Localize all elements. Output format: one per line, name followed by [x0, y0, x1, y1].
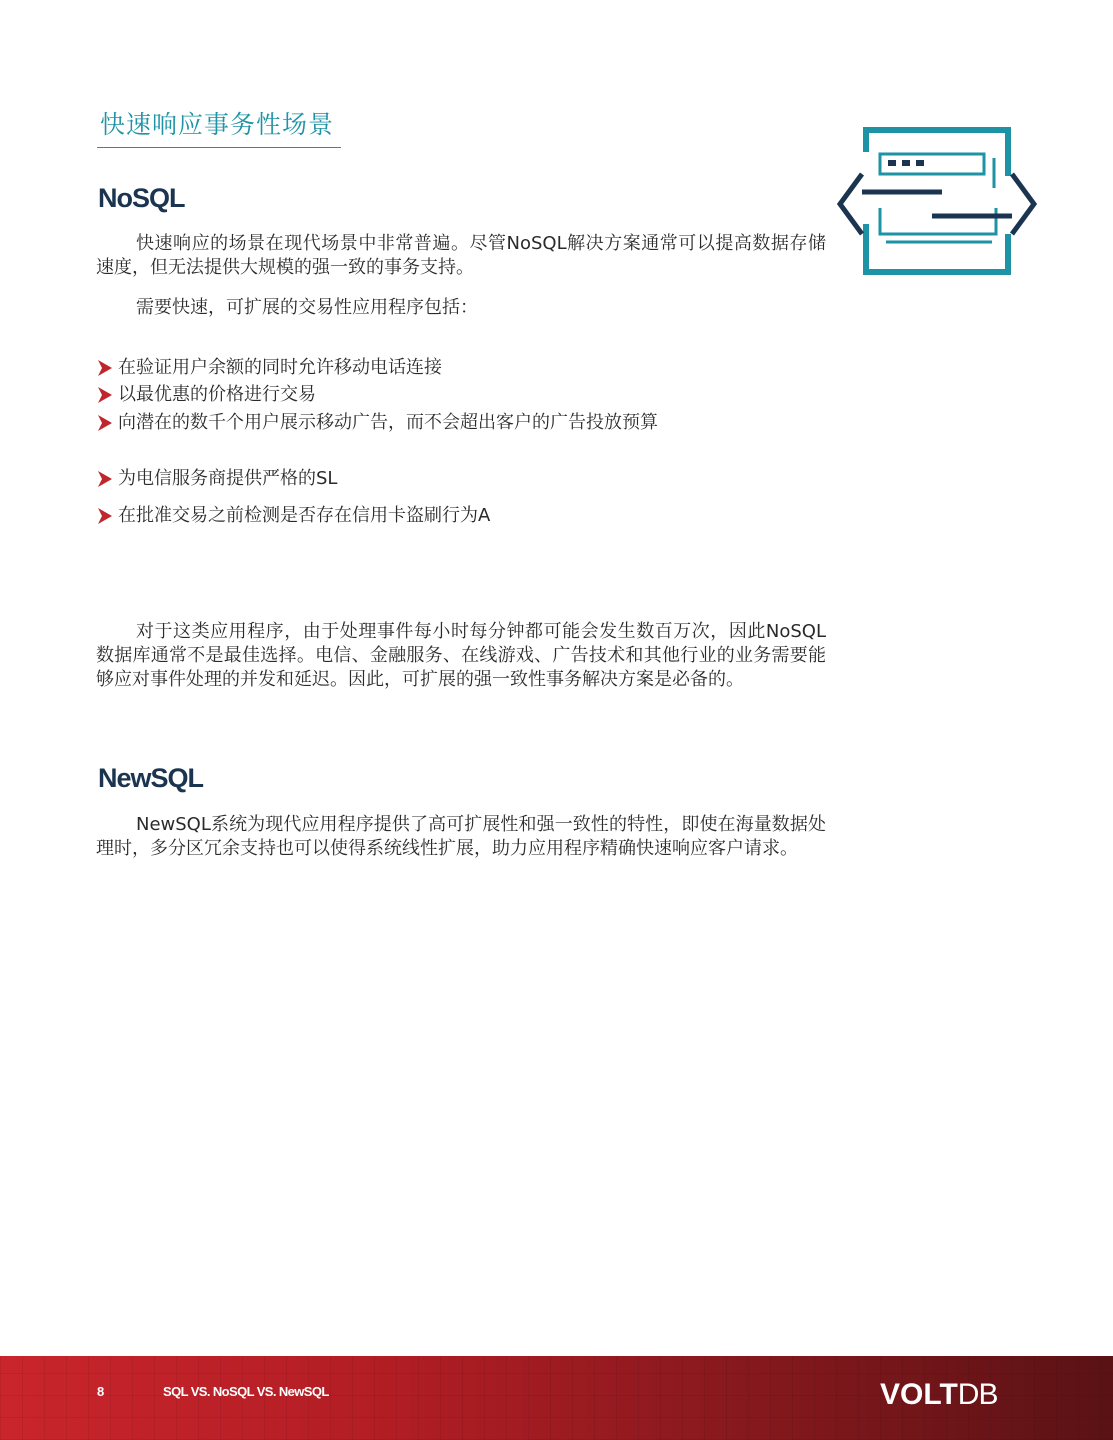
nosql-intro-paragraph: 快速响应的场景在现代场景中非常普遍。尽管NoSQL解决方案通常可以提高数据存储速度，但无法提供大规模的强一致的事务支持。: [96, 233, 826, 278]
list-item-text: 为电信服务商提供严格的SL: [118, 468, 338, 489]
footer-doc-title: SQL VS. NoSQL VS. NewSQL: [163, 1384, 329, 1399]
section-title-underline: [97, 147, 341, 148]
chevron-right-icon: [96, 469, 114, 489]
newsql-heading: NewSQL: [98, 763, 204, 793]
list-item: [96, 411, 658, 435]
logo-db-text: DB: [957, 1378, 998, 1411]
voltdb-logo: [880, 1378, 997, 1412]
chevron-right-icon: [96, 506, 114, 526]
list-item: [96, 504, 490, 528]
page-number: 8: [97, 1384, 105, 1399]
chevron-right-icon: [96, 413, 114, 433]
list-item-text: 以最优惠的价格进行交易: [118, 384, 316, 405]
data-exchange-icon: [836, 124, 1038, 278]
nosql-heading: NoSQL: [98, 183, 185, 213]
list-item-text: 在验证用户余额的同时允许移动电话连接: [118, 357, 442, 378]
list-item: [96, 356, 442, 380]
section-title: 快速响应事务性场景: [100, 110, 335, 139]
page-footer: [0, 1356, 1113, 1440]
logo-volt-text: VOLT: [880, 1378, 958, 1411]
list-item: [96, 467, 337, 491]
chevron-right-icon: [96, 358, 114, 378]
nosql-lead-paragraph: 需要快速，可扩展的交易性应用程序包括：: [136, 297, 478, 318]
newsql-body-paragraph: NewSQL系统为现代应用程序提供了高可扩展性和强一致性的特性，即使在海量数据处理时，多分区冗余支持也可以使得系统线性扩展，助力应用程序精确快速响应客户请求。: [96, 814, 826, 859]
list-item-text: 向潜在的数千个用户展示移动广告，而不会超出客户的广告投放预算: [118, 412, 658, 433]
list-item-text: 在批准交易之前检测是否存在信用卡盗刷行为A: [118, 505, 491, 526]
list-item: [96, 383, 316, 407]
chevron-right-icon: [96, 385, 114, 405]
nosql-conclusion-paragraph: 对于这类应用程序，由于处理事件每小时每分钟都可能会发生数百万次，因此NoSQL数据库通常不是最佳选择。电信、金融服务、在线游戏、广告技术和其他行业的业务需要能够应对事件处理的并发和延迟。因此，可扩展的强一致性事务解决方案是必备的。: [96, 621, 826, 690]
